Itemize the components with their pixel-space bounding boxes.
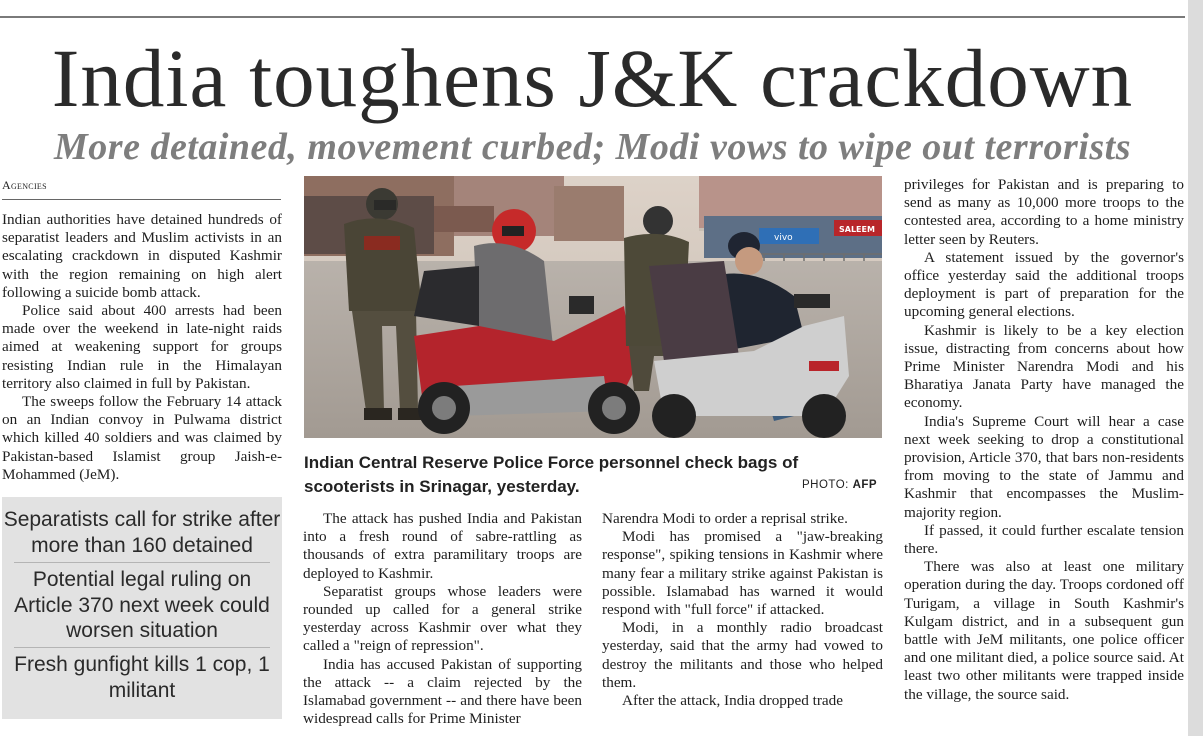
highlights-box [2, 497, 282, 719]
paragraph: The sweeps follow the February 14 attack on an Indian convoy in Pulwama district which killed 40 soldiers and was claimed by Pakistan-based Islamist group Jaish-e-Mohammed (JeM). [2, 393, 282, 483]
paragraph: A statement issued by the governor's office yesterday said the additional troops deployment is part of preparation for the upcoming general elections. [904, 248, 1184, 321]
page-edge [1188, 0, 1203, 736]
paragraph: The attack has pushed India and Pakistan into a fresh round of sabre-rattling as thousands of extra paramilitary troops are deployed to Kashmir. [303, 510, 582, 582]
paragraph: Modi, in a monthly radio broadcast yesterday, said that the army had vowed to destroy the militants and those who helped them. [602, 619, 883, 691]
byline-rule [2, 199, 281, 200]
highlight-divider [14, 647, 270, 648]
paragraph: If passed, it could further escalate tension there. [904, 521, 1184, 558]
photo-credit-source: AFP [852, 479, 878, 491]
article-column-2 [303, 510, 582, 728]
paragraph: Separatist groups whose leaders were rounded up called for a general strike yesterday across Kashmir over what they called a "reign of repression". [303, 582, 582, 655]
article-column-1 [2, 211, 282, 484]
article-column-4 [904, 176, 1184, 704]
highlight-divider [14, 562, 270, 563]
paragraph: There was also at least one military operation during the day. Troops cordoned off Turigam, a village in South Kashmir's Kulgam district, and in a subsequent gun battle with JeM militants, one police officer and one militant died, a police source said. At least two other militants were trapped inside the village, the source said. [904, 558, 1184, 703]
paragraph: Indian authorities have detained hundreds of separatist leaders and Muslim activists in an escalating crackdown in disputed Kashmir with the region remaining on high alert following a suicide bomb attack. [2, 211, 282, 301]
paragraph: India's Supreme Court will hear a case next week seeking to drop a constitutional provision, Article 370, that bars non-residents from moving to the state of Jammu and Kashmir that encompasses the Muslim-majority region. [904, 412, 1184, 521]
photo-credit-label: PHOTO: [802, 479, 849, 491]
article-column-3 [602, 510, 883, 710]
photo-credit [802, 479, 877, 491]
highlight-item: Potential legal ruling on Article 370 next week could worsen situation [14, 568, 270, 642]
subheadline: More detained, movement curbed; Modi vows to wipe out terrorists [54, 126, 1131, 168]
paragraph: After the attack, India dropped trade [622, 692, 843, 710]
paragraph: Police said about 400 arrests had been made over the weekend in late-night raids aimed at weakening support for groups resisting Indian rule in the Himalayan territory also claimed in full by Pakistan. [2, 302, 282, 392]
paragraph: Modi has promised a "jaw-breaking response", spiking tensions in Kashmir where many fear a military strike against Pakistan is possible. Islamabad has warned it would respond with "full force" if attacked. [602, 528, 883, 619]
saleem-sign: SALEEM [839, 225, 875, 234]
photo-caption: Indian Central Reserve Police Force personnel check bags of scooterists in Srinagar, yesterday. [304, 453, 799, 496]
news-photo [304, 176, 882, 438]
headline: India toughens J&K crackdown [51, 32, 1134, 124]
byline: Agencies [2, 178, 47, 192]
top-rule [0, 16, 1185, 18]
vivo-sign: vivo [774, 233, 793, 243]
highlight-item: Fresh gunfight kills 1 cop, 1 militant [14, 653, 270, 702]
paragraph: India has accused Pakistan of supporting the attack -- a claim rejected by the Islamabad government -- and there have been widespread calls for Prime Minister [303, 655, 582, 728]
paragraph: privileges for Pakistan and is preparing to send as many as 10,000 more troops to the contested area, according to a home ministry letter seen by Reuters. [904, 176, 1184, 248]
paragraph: Narendra Modi to order a reprisal strike. [602, 510, 848, 527]
highlight-item: Separatists call for strike after more than 160 detained [3, 508, 281, 557]
paragraph: Kashmir is likely to be a key election issue, distracting from concerns about how Prime Minister Narendra Modi and his Bharatiya Janata Party have managed the economy. [904, 321, 1184, 412]
